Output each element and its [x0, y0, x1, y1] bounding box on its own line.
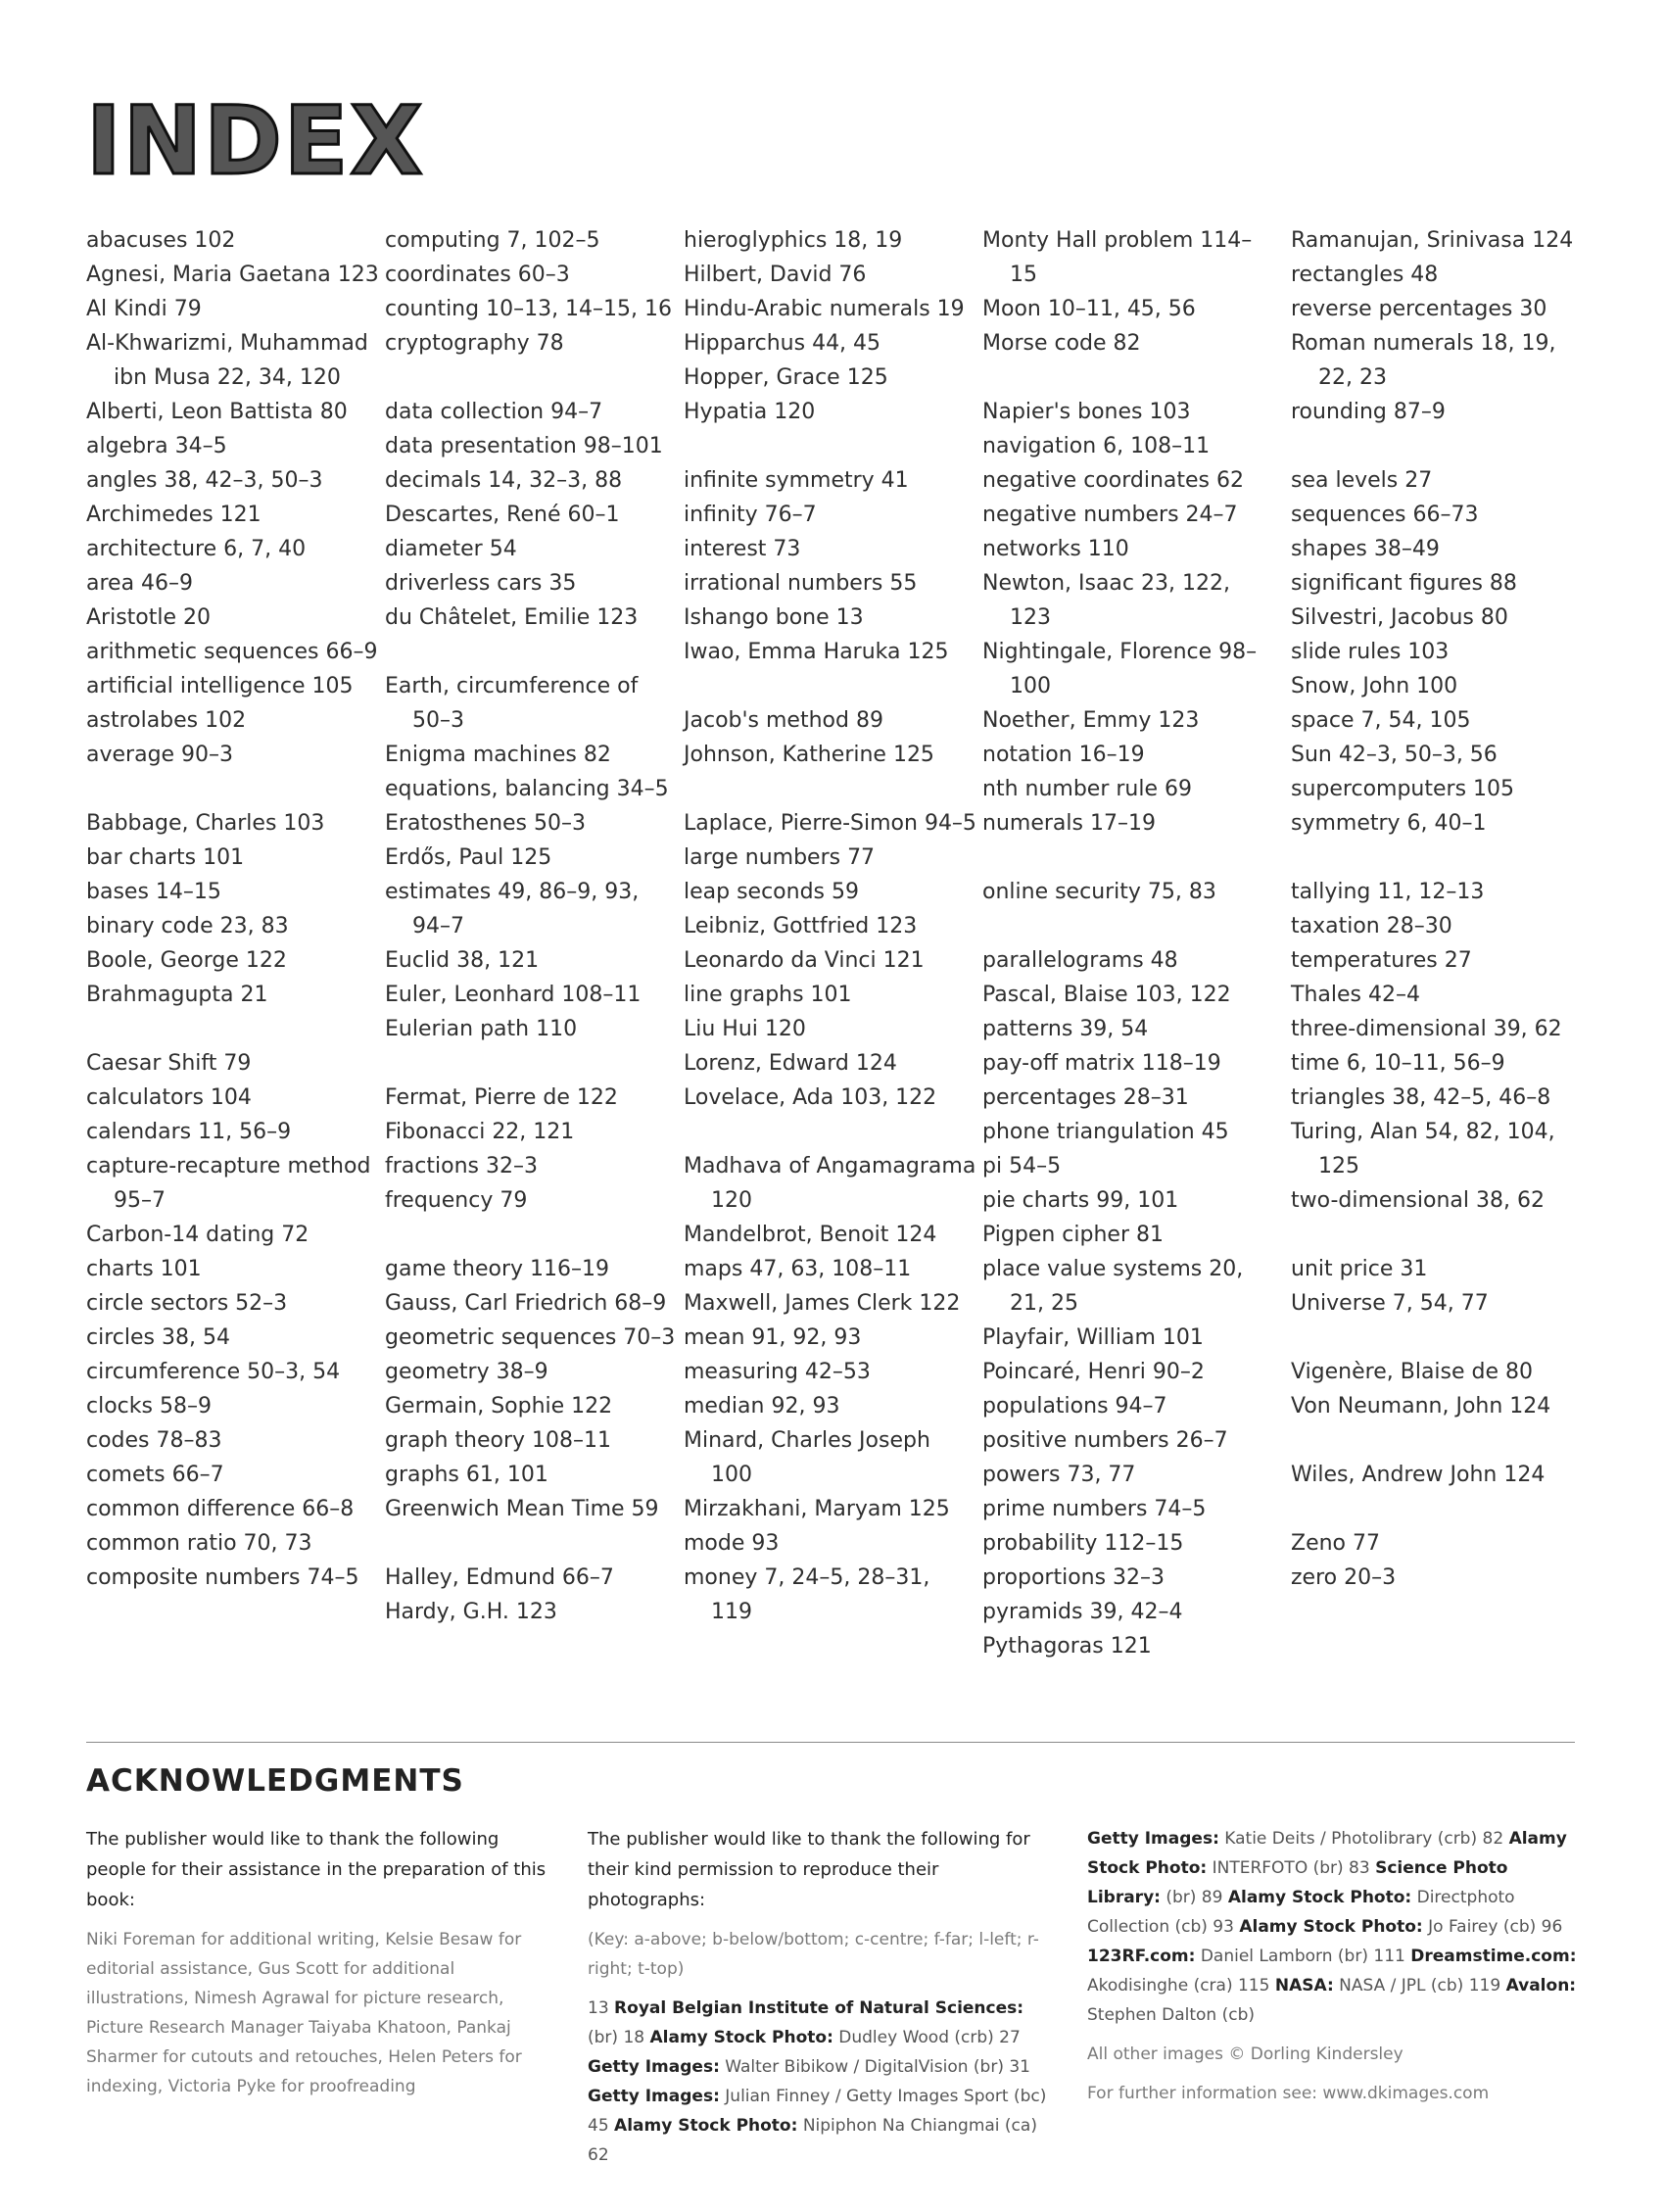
credit-detail: (br): [588, 2028, 619, 2047]
index-entry: two-dimensional 38, 62: [1291, 1188, 1545, 1213]
index-entry: Erdős, Paul 125: [385, 845, 552, 870]
index-entry: parallelograms 48: [982, 948, 1178, 973]
credit-detail: Dudley Wood (crb) 27: [832, 2028, 1021, 2047]
credit-detail: Directphoto Collection (cb) 93: [1087, 1888, 1515, 1937]
index-entry: Thales 42–4: [1291, 983, 1420, 1007]
index-entry: charts 101: [86, 1257, 202, 1281]
index-entry: Lovelace, Ada 103, 122: [684, 1085, 937, 1110]
index-entry: bases 14–15: [86, 880, 221, 904]
index-entry: Iwao, Emma Haruka 125: [684, 640, 949, 664]
acknowledgments-column-3: [1087, 1824, 1577, 2118]
index-entry: geometry 38–9: [385, 1360, 548, 1384]
index-entry: taxation 28–30: [1291, 914, 1452, 938]
index-entry: shapes 38–49: [1291, 537, 1440, 561]
index-entry: Alberti, Leon Battista 80: [86, 400, 348, 424]
page-title: INDEX: [86, 86, 425, 196]
index-entry: leap seconds 59: [684, 880, 859, 904]
index-column-5: [1291, 223, 1585, 1595]
index-entry: numerals 17–19: [982, 811, 1156, 836]
index-entry: navigation 6, 108–11: [982, 434, 1211, 458]
index-entry: negative numbers 24–7: [982, 503, 1238, 527]
index-entry: average 90–3: [86, 743, 234, 767]
index-entry: estimates 49, 86–9, 93, 94–7: [385, 880, 640, 938]
index-entry: angles 38, 42–3, 50–3: [86, 468, 323, 493]
index-entry: artificial intelligence 105: [86, 674, 354, 698]
index-entry: Lorenz, Edward 124: [684, 1051, 897, 1076]
index-entry: patterns 39, 54: [982, 1017, 1149, 1041]
index-entry: Universe 7, 54, 77: [1291, 1291, 1489, 1316]
index-entry: irrational numbers 55: [684, 571, 918, 596]
index-entry: Noether, Emmy 123: [982, 708, 1200, 733]
index-entry: data presentation 98–101: [385, 434, 663, 458]
index-entry: Zeno 77: [1291, 1531, 1380, 1556]
index-entry: pie charts 99, 101: [982, 1188, 1179, 1213]
index-entry: bar charts 101: [86, 845, 245, 870]
acknowledgments-other-images: All other images © Dorling Kindersley: [1087, 2044, 1403, 2064]
index-entry: median 92, 93: [684, 1394, 840, 1419]
index-entry: cryptography 78: [385, 331, 564, 356]
index-entry: Babbage, Charles 103: [86, 811, 325, 836]
index-entry: negative coordinates 62: [982, 468, 1244, 493]
credit-source: Alamy Stock Photo:: [1227, 1888, 1412, 1907]
index-entry: codes 78–83: [86, 1428, 222, 1453]
index-entry: sea levels 27: [1291, 468, 1433, 493]
index-entry: comets 66–7: [86, 1463, 224, 1487]
acknowledgments-photos-heading: The publisher would like to thank the following for their kind permission to reproduce their photographs:: [588, 1829, 1030, 1910]
credit-detail: Walter Bibikow / DigitalVision (br) 31: [719, 2057, 1030, 2077]
index-entry: diameter 54: [385, 537, 517, 561]
index-entry: line graphs 101: [684, 983, 852, 1007]
index-entry: calendars 11, 56–9: [86, 1120, 292, 1144]
index-entry: Halley, Edmund 66–7: [385, 1565, 614, 1590]
index-entry: common difference 66–8: [86, 1497, 355, 1521]
credit-source: Alamy Stock Photo:: [1087, 1829, 1567, 1878]
index-entry: equations, balancing 34–5: [385, 777, 669, 801]
acknowledgments-people-body: Niki Foreman for additional writing, Kelsie Besaw for editorial assistance, Gus Scott for additional illustrations, Nimesh Agrawal for picture research, Picture Research Manager Taiyaba Khatoon, Pankaj Sharmer for cutouts and retouches, Helen Peters for indexing, Victoria Pyke for proofreading: [86, 1930, 522, 2096]
index-entry: Morse code 82: [982, 331, 1141, 356]
index-entry: binary code 23, 83: [86, 914, 289, 938]
index-entry: arithmetic sequences 66–9: [86, 640, 378, 664]
acknowledgments-key: (Key: a-above; b-below/bottom; c-centre; f-far; l-left; r-right; t-top): [588, 1930, 1039, 1979]
index-entry: positive numbers 26–7: [982, 1428, 1228, 1453]
index-entry: area 46–9: [86, 571, 194, 596]
acknowledgments-credits-1: [588, 1994, 1058, 2170]
index-entry: Mirzakhani, Maryam 125: [684, 1497, 950, 1521]
index-entry: circle sectors 52–3: [86, 1291, 288, 1316]
index-entry: pay-off matrix 118–19: [982, 1051, 1221, 1076]
index-entry: prime numbers 74–5: [982, 1497, 1207, 1521]
index-entry: coordinates 60–3: [385, 263, 570, 287]
index-entry: triangles 38, 42–5, 46–8: [1291, 1085, 1551, 1110]
index-column-3: [684, 223, 977, 1629]
index-entry: Eulerian path 110: [385, 1017, 578, 1041]
index-entry: game theory 116–19: [385, 1257, 610, 1281]
section-divider: [86, 1742, 1575, 1743]
index-entry: phone triangulation 45: [982, 1120, 1229, 1144]
credit-source: Royal Belgian Institute of Natural Sciences:: [614, 1998, 1024, 2018]
index-entry: notation 16–19: [982, 743, 1145, 767]
index-entry: Vigenère, Blaise de 80: [1291, 1360, 1534, 1384]
index-entry: space 7, 54, 105: [1291, 708, 1471, 733]
credit-source: 123RF.com:: [1087, 1947, 1196, 1966]
index-entry: common ratio 70, 73: [86, 1531, 312, 1556]
index-entry: Carbon-14 dating 72: [86, 1223, 309, 1247]
index-entry: probability 112–15: [982, 1531, 1184, 1556]
index-entry: algebra 34–5: [86, 434, 227, 458]
index-entry: Pythagoras 121: [982, 1634, 1152, 1659]
index-entry: Silvestri, Jacobus 80: [1291, 605, 1508, 630]
credit-source: Getty Images:: [588, 2087, 720, 2106]
index-entry: populations 94–7: [982, 1394, 1167, 1419]
index-entry: measuring 42–53: [684, 1360, 871, 1384]
index-entry: calculators 104: [86, 1085, 252, 1110]
index-entry: Euler, Leonhard 108–11: [385, 983, 642, 1007]
index-entry: du Châtelet, Emilie 123: [385, 605, 639, 630]
credit-page: 13: [588, 1998, 615, 2018]
credit-detail: NASA / JPL (cb) 119: [1333, 1976, 1506, 1996]
acknowledgments-title: ACKNOWLEDGMENTS: [86, 1763, 464, 1799]
index-entry: Liu Hui 120: [684, 1017, 806, 1041]
index-column-4: [982, 223, 1276, 1663]
credit-detail: Stephen Dalton (cb): [1087, 2005, 1255, 2025]
index-entry: Agnesi, Maria Gaetana 123: [86, 263, 379, 287]
index-entry: powers 73, 77: [982, 1463, 1136, 1487]
credit-source: Dreamstime.com:: [1410, 1947, 1577, 1966]
index-entry: geometric sequences 70–3: [385, 1325, 676, 1350]
index-entry: Archimedes 121: [86, 503, 262, 527]
credit-source: Science Photo Library:: [1087, 1858, 1508, 1907]
index-entry: Turing, Alan 54, 82, 104, 125: [1291, 1120, 1555, 1178]
credit-detail: Akodisinghe (cra) 115: [1087, 1976, 1275, 1996]
index-entry: astrolabes 102: [86, 708, 247, 733]
credit-page: 18: [618, 2028, 650, 2047]
index-entry: Hilbert, David 76: [684, 263, 867, 287]
index-entry: Nightingale, Florence 98–100: [982, 640, 1258, 698]
credit-source: Alamy Stock Photo:: [649, 2028, 833, 2047]
index-entry: composite numbers 74–5: [86, 1565, 359, 1590]
index-entry: Hypatia 120: [684, 400, 816, 424]
index-entry: Snow, John 100: [1291, 674, 1458, 698]
credit-detail: Jo Fairey (cb) 96: [1422, 1917, 1563, 1937]
index-entry: unit price 31: [1291, 1257, 1428, 1281]
credit-detail: Julian Finney / Getty Images Sport (bc) 45: [588, 2087, 1047, 2136]
index-entry: mode 93: [684, 1531, 780, 1556]
index-entry: Gauss, Carl Friedrich 68–9: [385, 1291, 667, 1316]
index-entry: proportions 32–3: [982, 1565, 1166, 1590]
index-entry: Wiles, Andrew John 124: [1291, 1463, 1546, 1487]
index-entry: driverless cars 35: [385, 571, 577, 596]
index-entry: Enigma machines 82: [385, 743, 611, 767]
index-entry: pi 54–5: [982, 1154, 1062, 1178]
index-entry: circles 38, 54: [86, 1325, 230, 1350]
index-entry: Leonardo da Vinci 121: [684, 948, 925, 973]
index-entry: rectangles 48: [1291, 263, 1439, 287]
index-entry: slide rules 103: [1291, 640, 1450, 664]
index-entry: computing 7, 102–5: [385, 228, 600, 253]
credit-detail: Nipiphon Na Chiangmai (ca) 62: [588, 2116, 1037, 2165]
index-entry: time 6, 10–11, 56–9: [1291, 1051, 1505, 1076]
index-entry: Eratosthenes 50–3: [385, 811, 587, 836]
index-entry: graphs 61, 101: [385, 1463, 548, 1487]
index-entry: significant figures 88: [1291, 571, 1517, 596]
index-entry: Fibonacci 22, 121: [385, 1120, 575, 1144]
credit-detail: (br) 89: [1160, 1888, 1228, 1907]
index-entry: Playfair, William 101: [982, 1325, 1204, 1350]
index-entry: temperatures 27: [1291, 948, 1472, 973]
index-column-2: [385, 223, 679, 1629]
index-entry: Pigpen cipher 81: [982, 1223, 1164, 1247]
index-entry: Monty Hall problem 114–15: [982, 228, 1253, 287]
index-entry: nth number rule 69: [982, 777, 1192, 801]
index-entry: frequency 79: [385, 1188, 528, 1213]
index-entry: online security 75, 83: [982, 880, 1216, 904]
index-entry: Minard, Charles Joseph 100: [684, 1428, 930, 1487]
acknowledgments-people-heading: The publisher would like to thank the following people for their assistance in the preparation of this book:: [86, 1829, 547, 1910]
index-entry: mean 91, 92, 93: [684, 1325, 862, 1350]
index-entry: Hipparchus 44, 45: [684, 331, 881, 356]
credit-source: Getty Images:: [1087, 1829, 1219, 1849]
index-entry: Maxwell, James Clerk 122: [684, 1291, 961, 1316]
index-entry: Leibniz, Gottfried 123: [684, 914, 918, 938]
index-entry: tallying 11, 12–13: [1291, 880, 1485, 904]
index-entry: Jacob's method 89: [684, 708, 883, 733]
index-entry: graph theory 108–11: [385, 1428, 611, 1453]
index-entry: infinity 76–7: [684, 503, 817, 527]
index-entry: Von Neumann, John 124: [1291, 1394, 1551, 1419]
index-columns: [86, 223, 1594, 1663]
acknowledgments-credits-2: [1087, 1824, 1577, 2030]
index-entry: Caesar Shift 79: [86, 1051, 252, 1076]
index-entry: Germain, Sophie 122: [385, 1394, 613, 1419]
index-entry: clocks 58–9: [86, 1394, 212, 1419]
credit-source: Alamy Stock Photo:: [1239, 1917, 1423, 1937]
acknowledgments-column-1: [86, 1824, 556, 2111]
index-entry: circumference 50–3, 54: [86, 1360, 341, 1384]
index-entry: decimals 14, 32–3, 88: [385, 468, 623, 493]
index-entry: Napier's bones 103: [982, 400, 1191, 424]
index-entry: Hindu-Arabic numerals 19: [684, 297, 965, 321]
index-entry: place value systems 20, 21, 25: [982, 1257, 1244, 1316]
index-entry: reverse percentages 30: [1291, 297, 1547, 321]
index-entry: Euclid 38, 121: [385, 948, 540, 973]
acknowledgments-column-2: [588, 1824, 1058, 2180]
index-entry: Boole, George 122: [86, 948, 287, 973]
index-entry: Hardy, G.H. 123: [385, 1600, 557, 1624]
index-entry: Mandelbrot, Benoit 124: [684, 1223, 937, 1247]
index-entry: Laplace, Pierre-Simon 94–5: [684, 811, 976, 836]
index-entry: Moon 10–11, 45, 56: [982, 297, 1196, 321]
index-entry: sequences 66–73: [1291, 503, 1479, 527]
index-entry: counting 10–13, 14–15, 16: [385, 297, 673, 321]
index-entry: Ishango bone 13: [684, 605, 864, 630]
index-entry: Pascal, Blaise 103, 122: [982, 983, 1231, 1007]
index-entry: Greenwich Mean Time 59: [385, 1497, 659, 1521]
credit-detail: INTERFOTO (br) 83: [1207, 1858, 1376, 1878]
index-entry: zero 20–3: [1291, 1565, 1397, 1590]
index-entry: large numbers 77: [684, 845, 876, 870]
index-entry: Earth, circumference of 50–3: [385, 674, 639, 733]
index-entry: hieroglyphics 18, 19: [684, 228, 903, 253]
index-entry: Aristotle 20: [86, 605, 212, 630]
index-entry: supercomputers 105: [1291, 777, 1515, 801]
index-entry: Ramanujan, Srinivasa 124: [1291, 228, 1574, 253]
index-entry: interest 73: [684, 537, 801, 561]
index-entry: Descartes, René 60–1: [385, 503, 620, 527]
index-entry: fractions 32–3: [385, 1154, 538, 1178]
index-entry: Newton, Isaac 23, 122, 123: [982, 571, 1230, 630]
acknowledgments-further-info: For further information see: www.dkimages.com: [1087, 2084, 1490, 2103]
index-entry: three-dimensional 39, 62: [1291, 1017, 1562, 1041]
credit-detail: Daniel Lamborn (br) 111: [1195, 1947, 1411, 1966]
index-entry: architecture 6, 7, 40: [86, 537, 307, 561]
index-entry: money 7, 24–5, 28–31, 119: [684, 1565, 930, 1624]
index-entry: capture-recapture method 95–7: [86, 1154, 371, 1213]
credit-source: NASA:: [1274, 1976, 1334, 1996]
index-entry: Sun 42–3, 50–3, 56: [1291, 743, 1498, 767]
credit-detail: Katie Deits / Photolibrary (crb) 82: [1218, 1829, 1509, 1849]
index-entry: abacuses 102: [86, 228, 236, 253]
index-entry: pyramids 39, 42–4: [982, 1600, 1183, 1624]
credit-source: Alamy Stock Photo:: [614, 2116, 798, 2136]
index-entry: networks 110: [982, 537, 1129, 561]
index-entry: data collection 94–7: [385, 400, 603, 424]
index-entry: Fermat, Pierre de 122: [385, 1085, 618, 1110]
index-entry: Poincaré, Henri 90–2: [982, 1360, 1205, 1384]
index-column-1: [86, 223, 380, 1595]
index-entry: Brahmagupta 21: [86, 983, 268, 1007]
index-entry: rounding 87–9: [1291, 400, 1446, 424]
index-entry: symmetry 6, 40–1: [1291, 811, 1487, 836]
credit-source: Getty Images:: [588, 2057, 720, 2077]
index-entry: Roman numerals 18, 19, 22, 23: [1291, 331, 1556, 390]
index-entry: Al-Khwarizmi, Muhammad ibn Musa 22, 34, 120: [86, 331, 368, 390]
index-entry: Al Kindi 79: [86, 297, 202, 321]
index-entry: Johnson, Katherine 125: [684, 743, 934, 767]
index-entry: Hopper, Grace 125: [684, 365, 888, 390]
index-entry: infinite symmetry 41: [684, 468, 909, 493]
index-entry: percentages 28–31: [982, 1085, 1189, 1110]
index-entry: maps 47, 63, 108–11: [684, 1257, 912, 1281]
credit-source: Avalon:: [1505, 1976, 1577, 1996]
index-entry: Madhava of Angamagrama 120: [684, 1154, 976, 1213]
